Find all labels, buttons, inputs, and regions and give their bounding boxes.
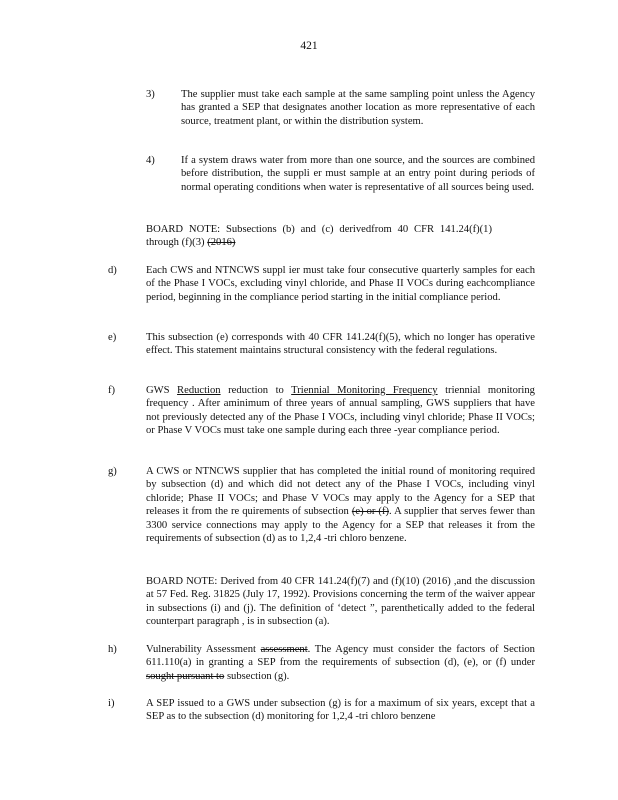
inserted-text: Reduction [177, 385, 221, 396]
item-h-part-c: . The Agency must consider the factors of Section 611.110(a) in granting a SEP from the requirements of subsection (d), (e), or (f) under [146, 644, 535, 669]
item-4-marker: 4) [146, 155, 155, 166]
board-note-text: BOARD NOTE: Subsections (b) and (c) derivedfrom 40 CFR 141.24(f)(1) through (f)(3) [146, 224, 492, 249]
item-g-text [146, 465, 535, 545]
item-i-text: A SEP issued to a GWS under subsection (g) is for a maximum of six years, except that a SEP as to the subsection (d) monitoring for 1,2,4 -tri chloro benzene [146, 698, 535, 723]
item-3-text: The supplier must take each sample at the same sampling point unless the Agency has granted a SEP that designates another location as more representative of each source, treatment plant, or within the distribution system. [181, 89, 535, 127]
item-f-part-c: reduction to [228, 385, 284, 396]
item-d-marker: d) [108, 265, 117, 276]
item-g-part-a: A CWS or NTNCWS supplier that has completed the initial round of monitoring required by subsection (d) and which did not detect any of the Phase I VOCs, including vinyl chloride; Phase II VOCs; and Phase V VOCs may apply to the Agency for a SEP that releases it from the re quirements of subsection [146, 466, 535, 518]
item-3-marker: 3) [146, 89, 155, 100]
board-note-subsections [146, 223, 492, 250]
item-g-marker: g) [108, 466, 117, 477]
item-e-marker: e) [108, 332, 117, 343]
item-h-text [146, 643, 535, 683]
item-i-marker: i) [108, 698, 115, 709]
item-h-part-a: Vulnerability Assessment [146, 644, 256, 655]
item-f-text [146, 384, 535, 438]
item-d-text: Each CWS and NTNCWS suppl ier must take four consecutive quarterly samples for each of the Phase I VOCs, excluding vinyl chloride, and Phase II VOCs during eachcompliance period, beginning in the compliance period starting in the initial compliance period. [146, 265, 535, 303]
item-h-part-e: subsection (g). [226, 670, 290, 682]
item-h-marker: h) [108, 644, 117, 655]
item-f-part-e: triennial monitoring frequency . After aminimum of three years of annual sampling, GWS suppliers that have not previously detected any of the Phase I VOCs, including vinyl chloride; Phase II VOCs; or Phase V VOCs must take one sample during each three -year compliance period. [146, 385, 535, 437]
item-f-marker: f) [108, 385, 116, 396]
deleted-text: sought pursuant to [146, 670, 225, 682]
deleted-text: (e) or (f) [351, 506, 390, 518]
deleted-text: (2016) [207, 237, 236, 249]
item-e-text: This subsection (e) corresponds with 40 CFR 141.24(f)(5), which no longer has operative effect. This statement maintains structural consistency with the federal regulations. [146, 332, 535, 357]
item-f-part-a: GWS [146, 385, 170, 396]
inserted-text: Triennial Monitoring Frequency [291, 385, 438, 396]
deleted-text: assessment [260, 644, 308, 655]
board-note-derived: BOARD NOTE: Derived from 40 CFR 141.24(f)(7) and (f)(10) (2016) ,and the discussion at 57 Fed. Reg. 31825 (July 17, 1992). Provisions concerning the term of the waiver appear in subsections (i) and (j). The definition of ‘detect ”, parenthetically added to the federal counterpart paragraph , is in subsection (a). [146, 576, 535, 628]
page-number: 421 [300, 40, 318, 52]
item-g-part-c: . A supplier that serves fewer than 3300 service connections may apply to the Agency for a SEP that releases it from the requirements of subsection (d) as to 1,2,4 -tri chloro benzene. [146, 506, 536, 545]
item-4-text: If a system draws water from more than one source, and the sources are combined before distribution, the suppli er must sample at an entry point during periods of normal operating conditions when water is representative of all sources being used. [181, 155, 535, 193]
